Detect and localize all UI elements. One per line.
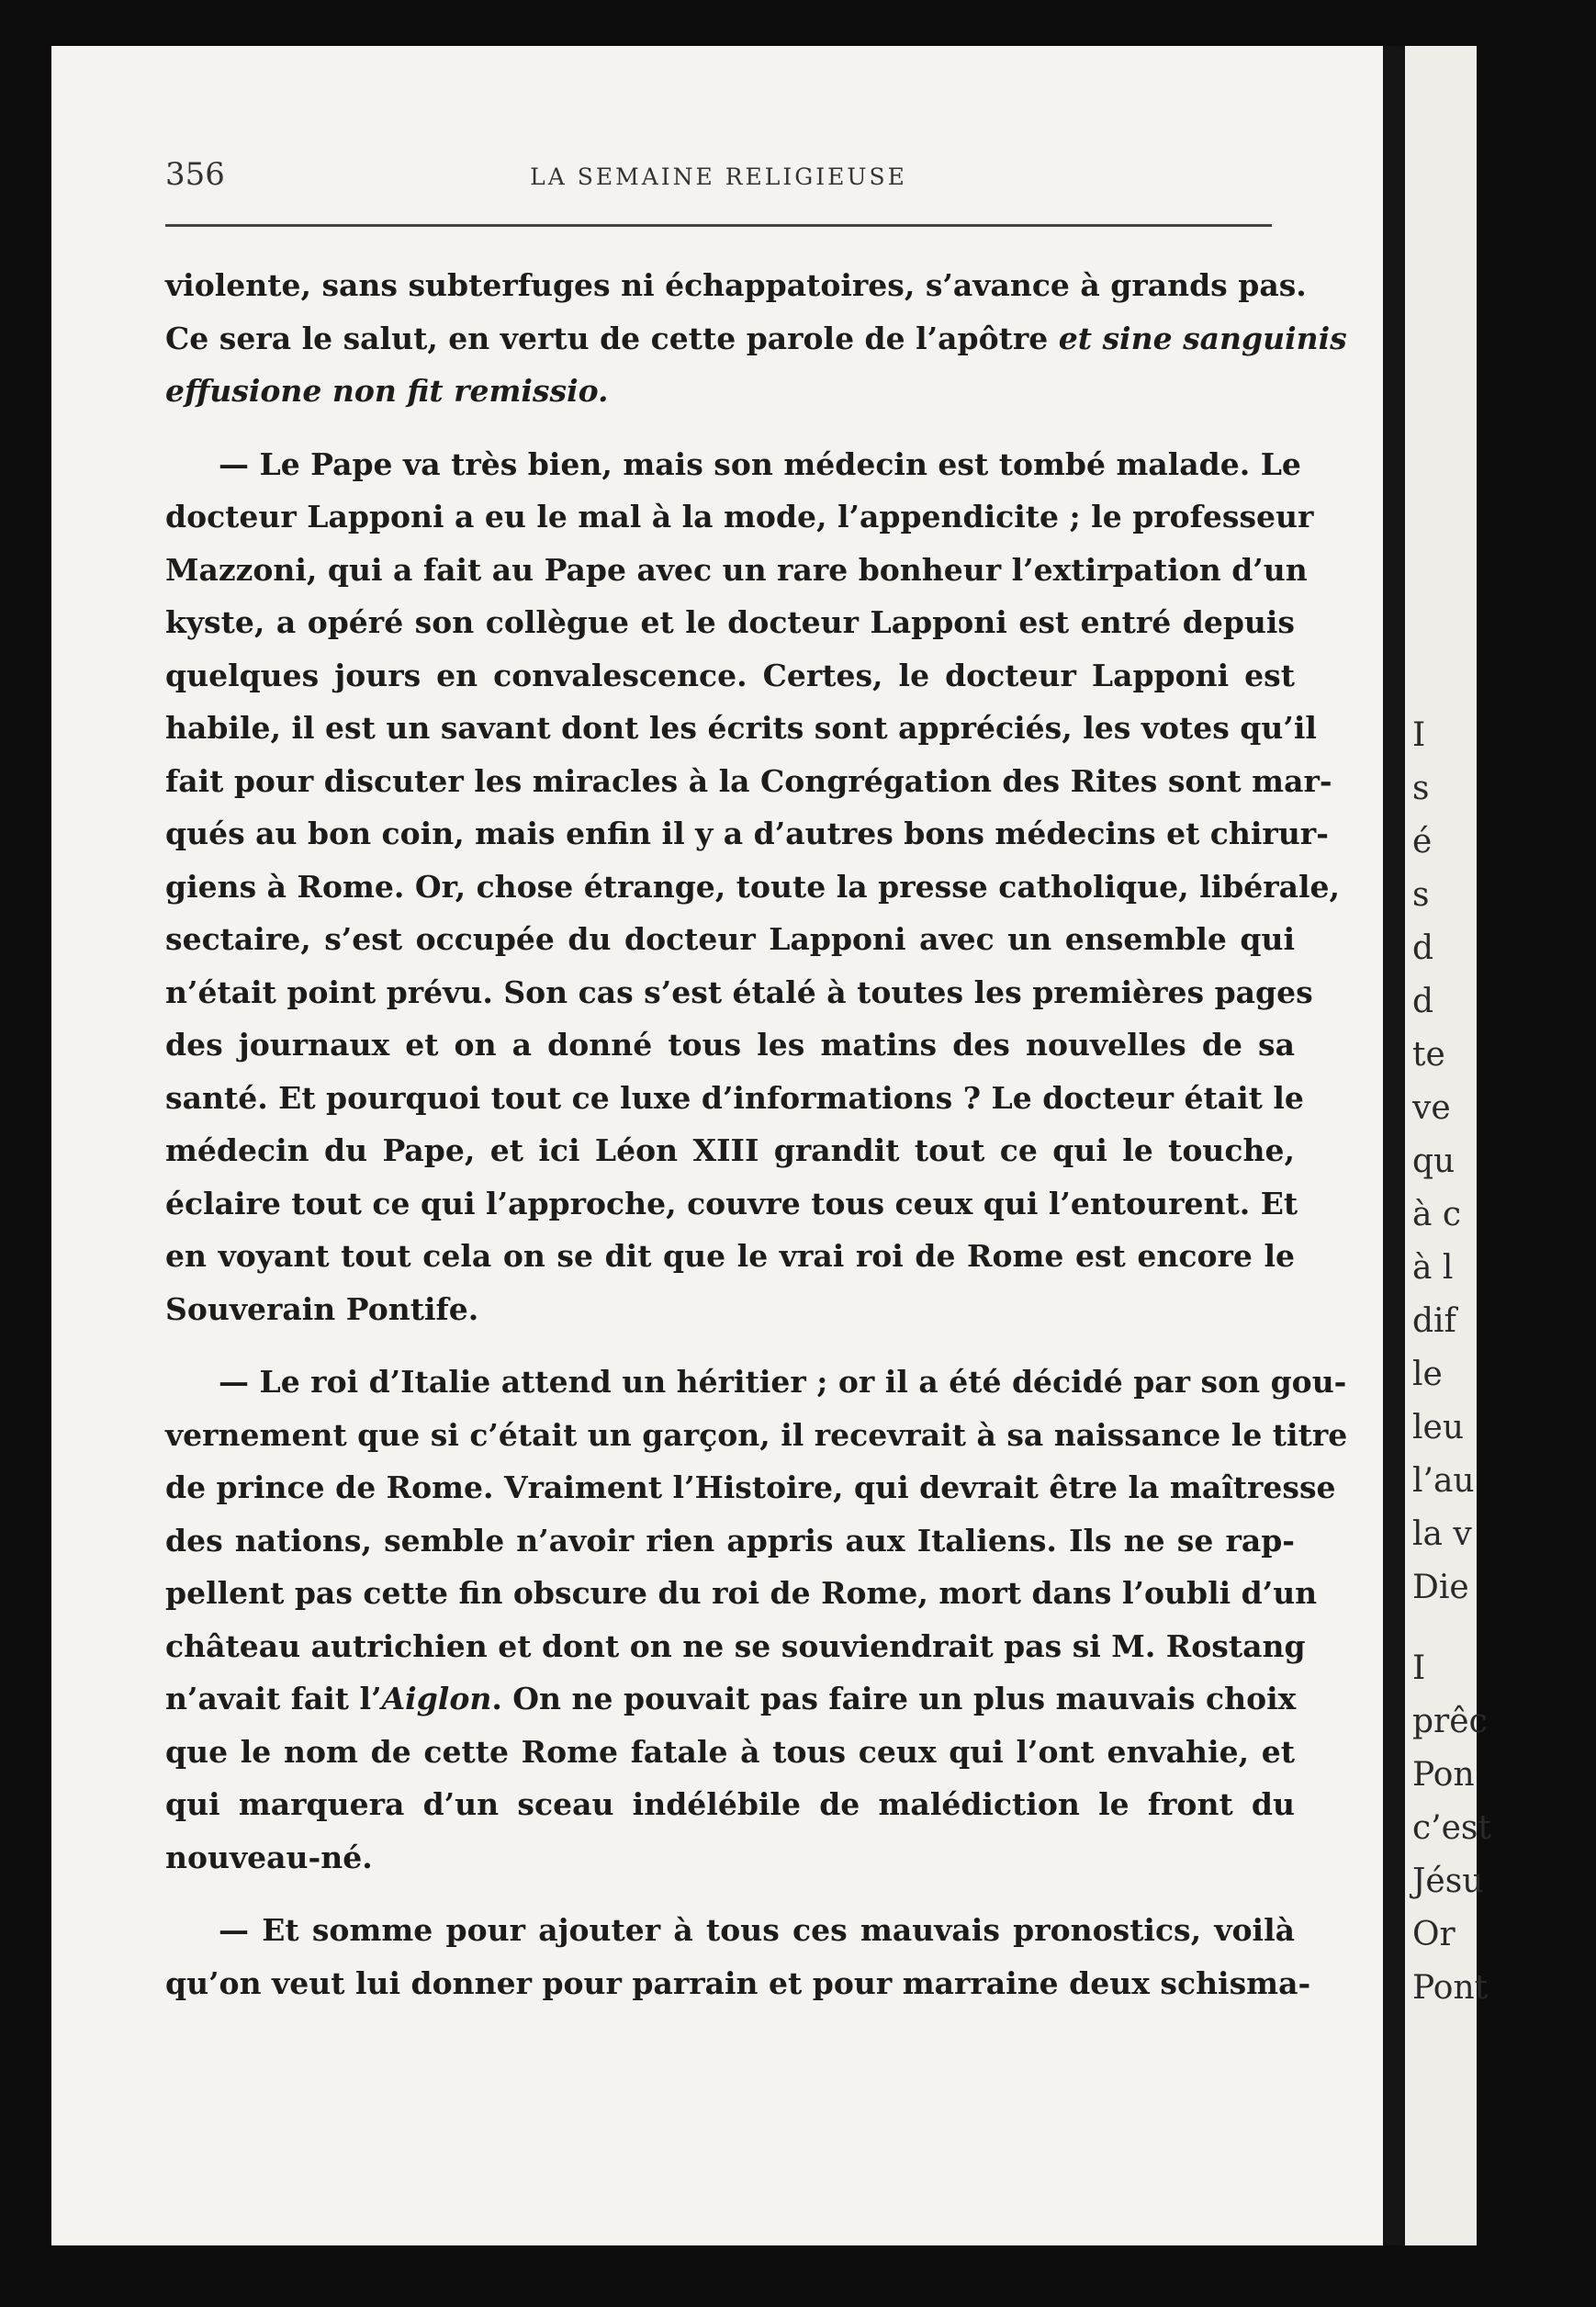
facing-page-fragment: Die [1412, 1569, 1469, 1606]
facing-page-fragment: à l [1412, 1249, 1454, 1287]
facing-page-fragment: I [1412, 716, 1426, 754]
text-line: qui marquera d’un sceau indélébile de malédiction le front du [165, 1786, 1295, 1822]
text-line: médecin du Pape, et ici Léon XIII grandit tout ce qui le touche, [165, 1132, 1295, 1168]
text-line: giens à Rome. Or, chose étrange, toute la presse catholique, libérale, [165, 868, 1341, 905]
paragraph-2 [165, 438, 1341, 1336]
text-line: en voyant tout cela on se dit que le vrai roi de Rome est encore le [165, 1238, 1295, 1274]
facing-page-fragment: l’au [1412, 1462, 1475, 1500]
facing-page-fragment: dif [1412, 1302, 1456, 1340]
facing-page-fragment: ve [1412, 1089, 1451, 1127]
paragraph-1 [165, 259, 1347, 418]
facing-page-fragment: Pon [1412, 1756, 1475, 1794]
text-line: — Et somme pour ajouter à tous ces mauvais pronostics, voilà [219, 1912, 1295, 1948]
facing-page-edge [1405, 46, 1491, 2245]
facing-page-fragment: d [1412, 929, 1434, 967]
facing-page-fragment: à c [1412, 1196, 1462, 1233]
facing-page-fragment: la v [1412, 1515, 1472, 1553]
text-line [165, 365, 1295, 418]
latin-quote: et sine sanguinis [1058, 320, 1347, 356]
paragraph-3 [165, 1356, 1348, 1884]
text-line: Mazzoni, qui a fait au Pape avec un rare bonheur l’extirpation d’un [165, 551, 1308, 588]
text-line: — Le roi d’Italie attend un héritier ; or il a été décidé par son gou- [219, 1364, 1347, 1400]
aiglon-title: Aiglon [381, 1681, 492, 1716]
facing-page-fragment: c’est [1412, 1809, 1491, 1847]
text-line: Ce sera le salut, en vertu de cette parole de l’apôtre et sine sanguinis [165, 320, 1347, 356]
text-line: violente, sans subterfuges ni échappatoires, s’avance à grands pas. [165, 267, 1307, 303]
text-line: éclaire tout ce qui l’approche, couvre tous ceux qui l’entourent. Et [165, 1185, 1298, 1221]
text-line: qués au bon coin, mais enfin il y a d’autres bons médecins et chirur- [165, 816, 1329, 851]
text-line: château autrichien et dont on ne se souviendrait pas si M. Rostang [165, 1627, 1306, 1664]
facing-page-fragment: le [1412, 1356, 1443, 1393]
text-line: Souverain Pontife. [165, 1290, 479, 1327]
facing-page-fragment: Jésu [1412, 1862, 1484, 1900]
text-line: vernement que si c’était un garçon, il recevrait à sa naissance le titre [165, 1416, 1348, 1453]
text-line: que le nom de cette Rome fatale à tous ceux qui l’ont envahie, et [165, 1733, 1295, 1770]
page-gutter [1383, 46, 1405, 2245]
text-line: pellent pas cette fin obscure du roi de Rome, mort dans l’oubli d’un [165, 1575, 1318, 1611]
facing-page-fragment: te [1412, 1036, 1445, 1074]
page-number: 356 [165, 156, 225, 193]
facing-page-fragment: leu [1412, 1409, 1465, 1446]
text-line: quelques jours en convalescence. Certes, le docteur Lapponi est [165, 657, 1295, 693]
facing-page-fragment: d [1412, 983, 1434, 1020]
text-line: nouveau-né. [165, 1839, 373, 1875]
text-line: des journaux et on a donné tous les matins des nouvelles de sa [165, 1027, 1295, 1063]
text-line: docteur Lapponi a eu le mal à la mode, l’appendicite ; le professeur [165, 499, 1314, 535]
text-line: n’avait fait l’Aiglon. On ne pouvait pas faire un plus mauvais choix [165, 1681, 1297, 1716]
text-line: — Le Pape va très bien, mais son médecin est tombé malade. Le [219, 445, 1301, 482]
text-line: fait pour discuter les miracles à la Congrégation des Rites sont mar- [165, 762, 1332, 799]
header-rule [165, 224, 1272, 227]
facing-page-fragment: Or [1412, 1916, 1456, 1953]
page-header [165, 156, 1272, 202]
body-text [165, 259, 1348, 2030]
text-line: de prince de Rome. Vraiment l’Histoire, qui devrait être la maîtresse [165, 1469, 1336, 1505]
facing-page-fragment: é [1412, 823, 1433, 861]
text-line: santé. Et pourquoi tout ce luxe d’informations ? Le docteur était le [165, 1079, 1304, 1116]
text-line: n’était point prévu. Son cas s’est étalé à toutes les premières pages [165, 973, 1313, 1010]
text-line: des nations, semble n’avoir rien appris aux Italiens. Ils ne se rap- [165, 1522, 1295, 1559]
text-line: kyste, a opéré son collègue et le docteur Lapponi est entré depuis [165, 604, 1295, 640]
text-line: qu’on veut lui donner pour parrain et pour marraine deux schisma- [165, 1964, 1311, 2001]
text-line: habile, il est un savant dont les écrits sont appréciés, les votes qu’il [165, 710, 1317, 746]
latin-quote-end: effusione non fit remissio. [165, 373, 609, 409]
facing-page-fragment: s [1412, 876, 1430, 914]
facing-page-fragment: s [1412, 770, 1430, 807]
text-line: sectaire, s’est occupée du docteur Lapponi avec un ensemble qui [165, 921, 1295, 957]
facing-page-fragment: Pont [1412, 1969, 1489, 2007]
paragraph-4 [165, 1904, 1311, 2009]
facing-page-fragment: I [1412, 1649, 1426, 1687]
running-head: LA SEMAINE RELIGIEUSE [530, 163, 907, 190]
facing-page-fragment: prêc [1412, 1703, 1488, 1740]
facing-page-fragment: qu [1412, 1142, 1456, 1180]
